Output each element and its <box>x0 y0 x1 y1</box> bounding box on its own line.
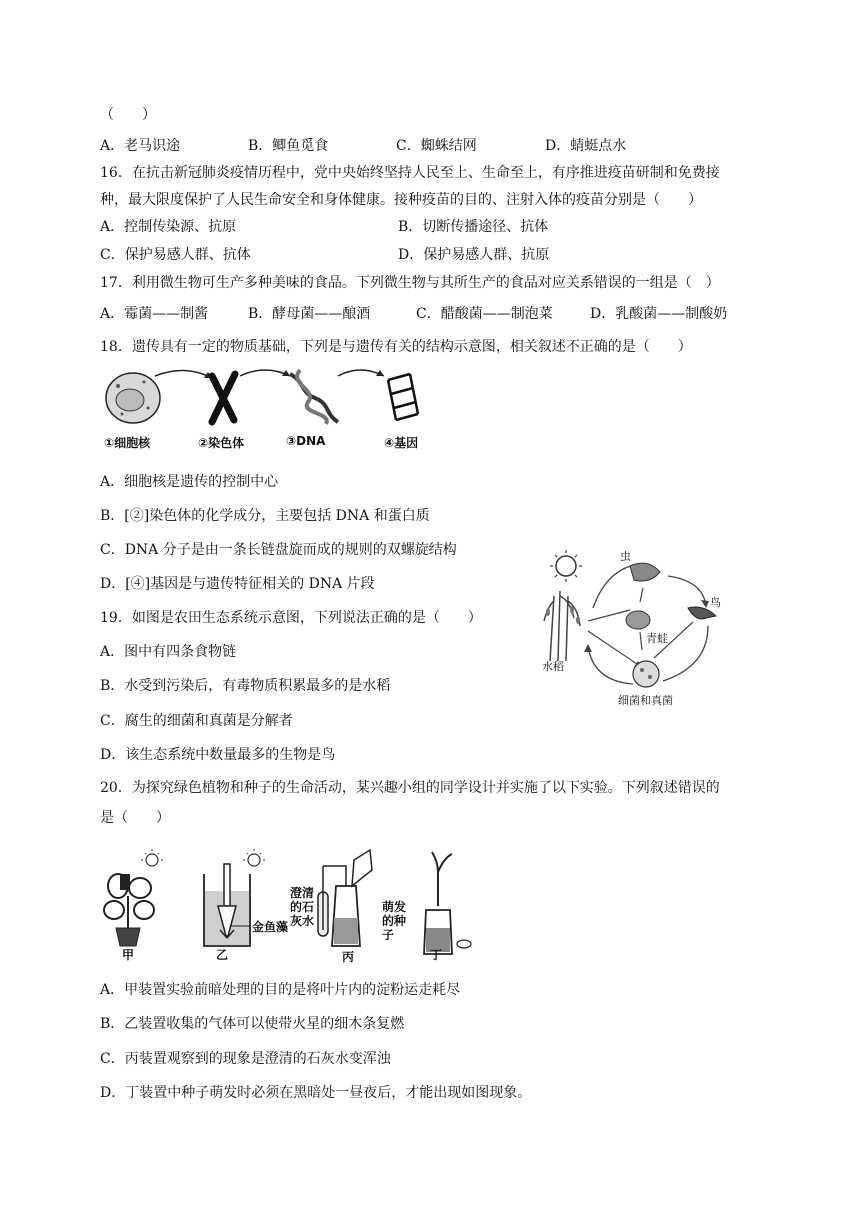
label-goldfish-weed: 金鱼藻 <box>252 920 289 934</box>
label-insect: 虫 <box>620 550 631 563</box>
q19-option-a: A．图中有四条食物链 <box>100 644 237 660</box>
q18-figure <box>100 362 430 454</box>
q18-label-nucleus: ①细胞核 <box>104 436 151 450</box>
label-decomposer: 细菌和真菌 <box>618 694 673 707</box>
q19-ecosystem-figure <box>538 546 738 711</box>
q20-stem-line1: 20．为探究绿色植物和种子的生命活动，某兴趣小组的同学设计并实施了以下实验。下列叙述错误的 <box>100 780 720 796</box>
q15-option-b: B．鲫鱼觅食 <box>248 138 329 154</box>
label-limewater: 澄清的石灰水 <box>290 886 315 928</box>
q20-option-c: C．丙装置观察到的现象是澄清的石灰水变浑浊 <box>100 1051 391 1067</box>
q19-stem: 19．如图是农田生态系统示意图，下列说法正确的是（ ） <box>100 610 482 626</box>
q17-option-b: B．酵母菌——酿酒 <box>248 306 371 322</box>
q18-label-gene: ④基因 <box>384 436 419 450</box>
label-bird: 鸟 <box>710 596 721 609</box>
q18-option-b: B．[②]染色体的化学成分，主要包括 DNA 和蛋白质 <box>100 508 430 524</box>
q17-stem: 17．利用微生物可生产多种美味的食品。下列微生物与其所生产的食品对应关系错误的一组是（ ） <box>100 275 720 291</box>
label-ding: 丁 <box>430 948 443 962</box>
q16-stem-line1: 16．在抗击新冠肺炎疫情历程中，党中央始终坚持人民至上、生命至上，有序推进疫苗研制和免费接 <box>100 165 720 181</box>
q16-option-a: A．控制传染源、抗原 <box>100 219 237 235</box>
label-frog: 青蛙 <box>646 632 668 645</box>
q20-option-a: A．甲装置实验前暗处理的目的是将叶片内的淀粉运走耗尽 <box>100 982 461 998</box>
q18-label-dna: ③DNA <box>286 434 326 448</box>
q18-option-a: A．细胞核是遗传的控制中心 <box>100 474 279 490</box>
label-rice: 水稻 <box>542 660 564 673</box>
q19-option-c: C．腐生的细菌和真菌是分解者 <box>100 713 293 729</box>
q16-option-c: C．保护易感人群、抗体 <box>100 247 251 263</box>
label-jia: 甲 <box>122 948 135 962</box>
label-yi: 乙 <box>216 948 229 962</box>
q19-option-d: D．该生态系统中数量最多的生物是鸟 <box>100 747 336 763</box>
q18-label-chromosome: ②染色体 <box>198 436 245 450</box>
q15-paren: （ ） <box>100 107 156 123</box>
q15-option-a: A．老马识途 <box>100 138 181 154</box>
q16-option-b: B．切断传播途径、抗体 <box>398 219 549 235</box>
genetic-structure-diagram <box>100 362 430 432</box>
q20-stem-line2: 是（ ） <box>100 810 170 826</box>
q16-stem-line2: 种，最大限度保护了人民生命安全和身体健康。接种疫苗的目的、注射入体的疫苗分别是（ ） <box>100 192 702 208</box>
ecosystem-diagram <box>538 546 738 711</box>
q16-option-d: D．保护易感人群、抗原 <box>398 247 550 263</box>
q17-option-c: C．醋酸菌——制泡菜 <box>416 306 553 322</box>
label-seeds: 萌发的种子 <box>382 900 407 942</box>
q20-option-d: D．丁装置中种子萌发时必须在黑暗处一昼夜后，才能出现如图现象。 <box>100 1085 532 1101</box>
q20-option-b: B．乙装置收集的气体可以使带火星的细木条复燃 <box>100 1016 405 1032</box>
q18-option-c: C．DNA 分子是由一条长链盘旋而成的规则的双螺旋结构 <box>100 542 457 558</box>
q15-option-d: D．蜻蜓点水 <box>545 138 627 154</box>
q17-option-d: D．乳酸菌——制酸奶 <box>590 306 728 322</box>
q18-stem: 18．遗传具有一定的物质基础，下列是与遗传有关的结构示意图，相关叙述不正确的是（ ） <box>100 339 692 355</box>
q18-option-d: D．[④]基因是与遗传特征相关的 DNA 片段 <box>100 576 375 592</box>
q15-option-c: C．蜘蛛结网 <box>396 138 477 154</box>
q20-experiment-figure <box>100 846 480 964</box>
label-bing: 丙 <box>342 950 355 964</box>
q17-option-a: A．霉菌——制酱 <box>100 306 209 322</box>
q19-option-b: B．水受到污染后，有毒物质积累最多的是水稻 <box>100 678 391 694</box>
